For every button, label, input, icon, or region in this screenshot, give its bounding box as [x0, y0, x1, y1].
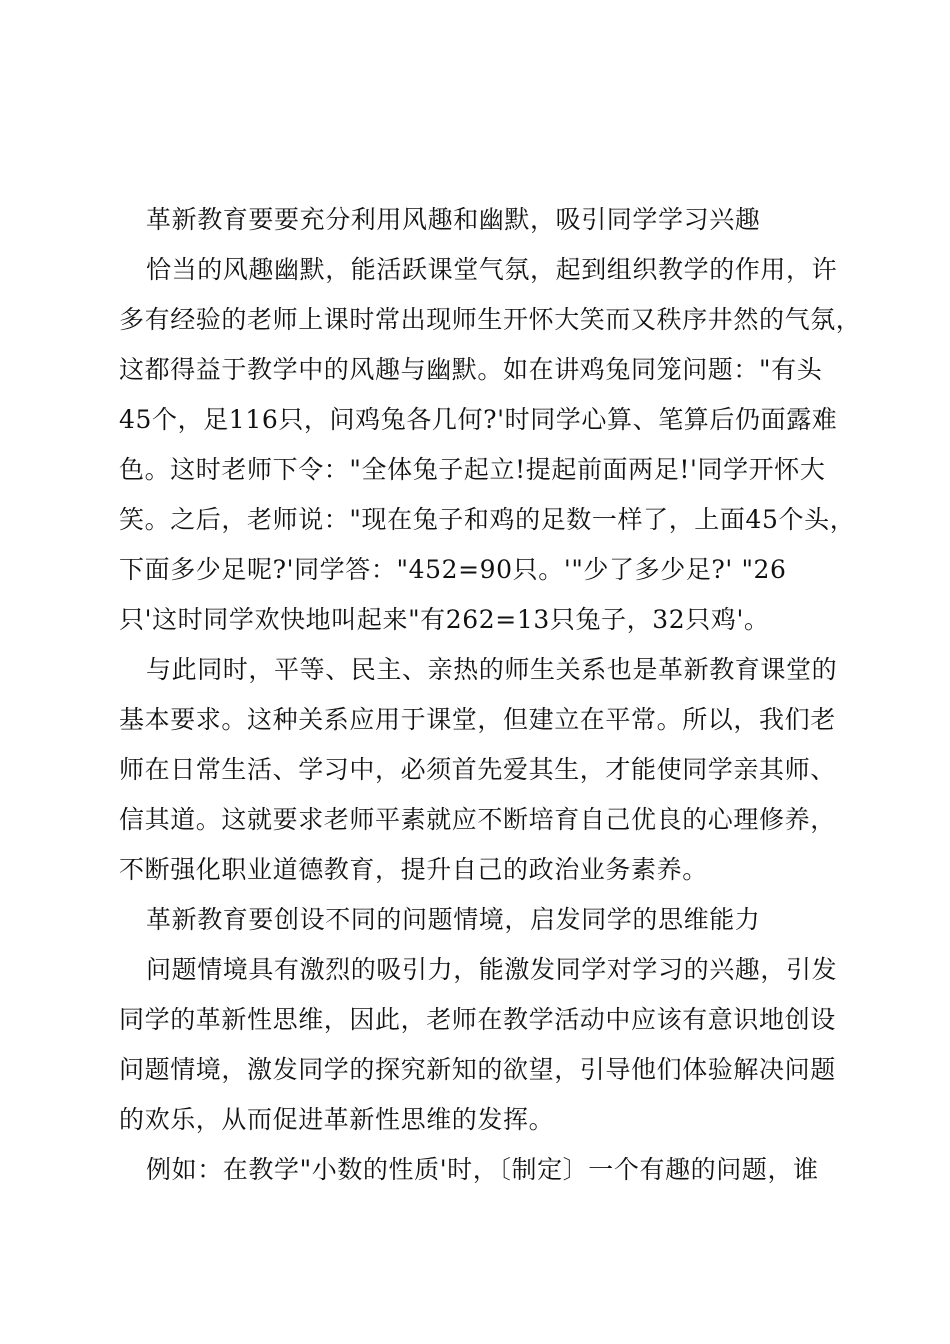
paragraph-line: 与此同时，平等、民主、亲热的师生关系也是革新教育课堂的: [146, 655, 838, 684]
paragraph-line: 下面多少足呢?'同学答："452=90只。'"少了多少足?' "26: [119, 555, 787, 584]
paragraph-line: 例如：在教学"小数的性质'时，〔制定〕一个有趣的问题，谁: [146, 1155, 819, 1184]
paragraph-line: 的欢乐，从而促进革新性思维的发挥。: [119, 1105, 555, 1134]
heading-problem-situations: 革新教育要创设不同的问题情境，启发同学的思维能力: [146, 905, 761, 934]
paragraph-line: 45个，足116只，问鸡兔各几何?'时同学心算、笔算后仍面露难: [119, 405, 838, 434]
paragraph-line: 色。这时老师下令："全体兔子起立!提起前面两足!'同学开怀大: [119, 455, 826, 484]
paragraph-line: 只'这时同学欢快地叫起来"有262=13只兔子，32只鸡'。: [119, 605, 770, 634]
paragraph-line: 恰当的风趣幽默，能活跃课堂气氛，起到组织教学的作用，许: [146, 255, 838, 284]
paragraph-line: 问题情境具有激烈的吸引力，能激发同学对学习的兴趣，引发: [146, 955, 838, 984]
paragraph-line: 这都得益于教学中的风趣与幽默。如在讲鸡兔同笼问题："有头: [119, 355, 823, 384]
paragraph-line: 信其道。这就要求老师平素就应不断培育自己优良的心理修养，: [119, 805, 836, 834]
paragraph-line: 同学的革新性思维，因此，老师在教学活动中应该有意识地创设: [119, 1005, 836, 1034]
heading-humor: 革新教育要要充分利用风趣和幽默，吸引同学学习兴趣: [146, 205, 761, 234]
paragraph-line: 笑。之后，老师说："现在兔子和鸡的足数一样了，上面45个头，: [119, 505, 856, 534]
paragraph-line: 师在日常生活、学习中，必须首先爱其生，才能使同学亲其师、: [119, 755, 836, 784]
paragraph-line: 问题情境，激发同学的探究新知的欲望，引导他们体验解决问题: [119, 1055, 836, 1084]
paragraph-line: 多有经验的老师上课时常出现师生开怀大笑而又秩序井然的气氛，: [119, 305, 862, 334]
paragraph-line: 不断强化职业道德教育，提升自己的政治业务素养。: [119, 855, 708, 884]
paragraph-line: 基本要求。这种关系应用于课堂，但建立在平常。所以，我们老: [119, 705, 836, 734]
